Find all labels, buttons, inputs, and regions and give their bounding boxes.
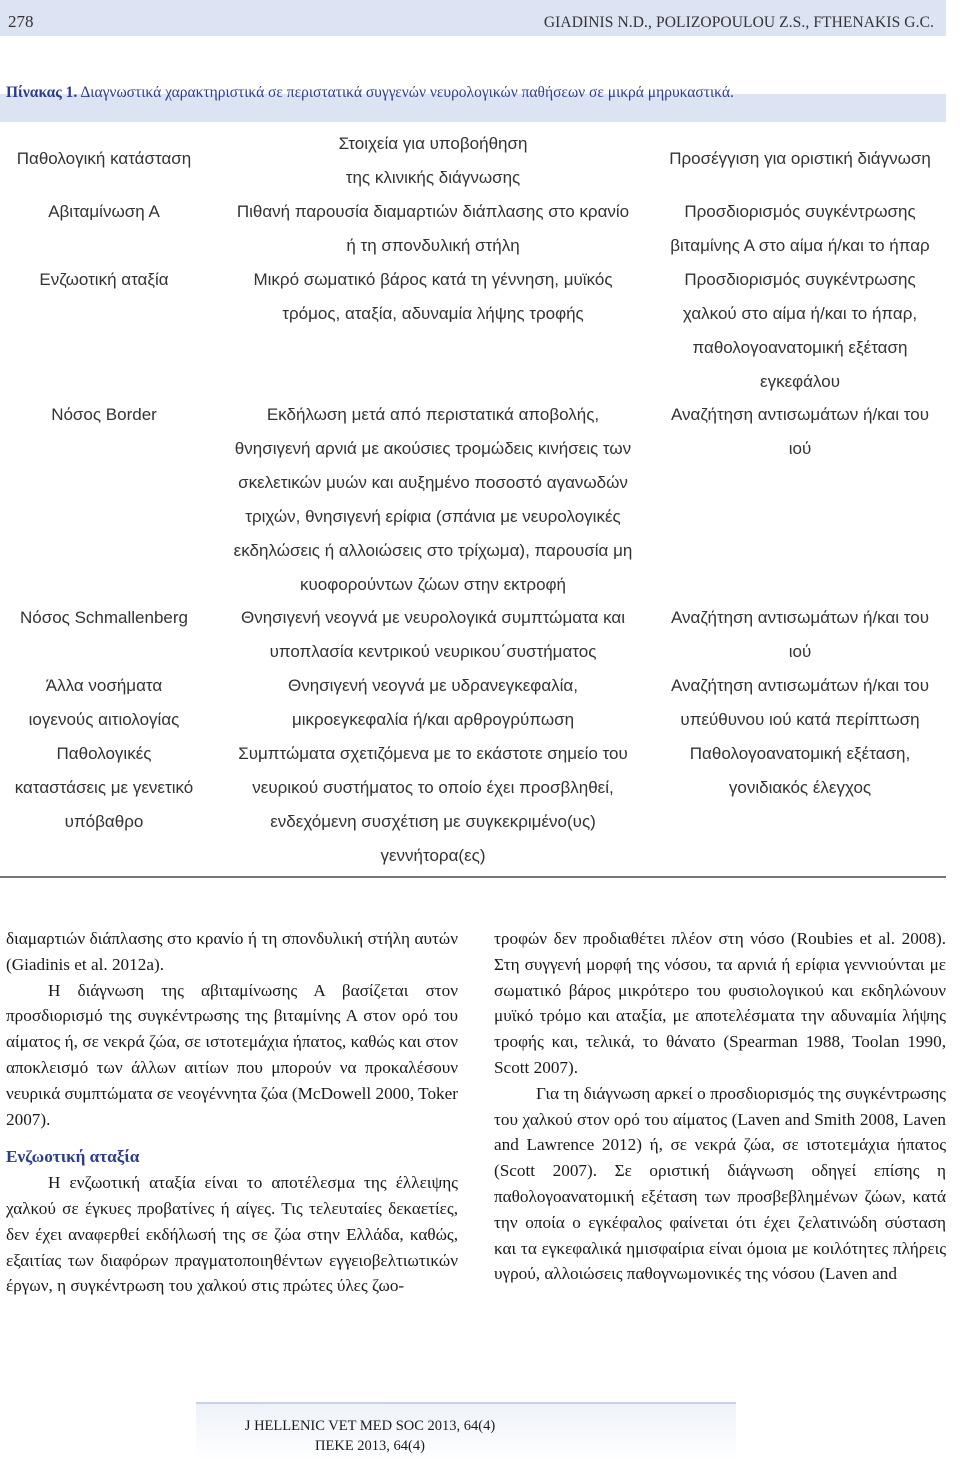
row-definitive-diagnosis: Προσδιορισμός συγκέντρωσης βιταμίνης Α στο αίμα ή/και το ήπαρ — [670, 202, 930, 255]
body-paragraph: Η διάγνωση της αβιταμίνωσης Α βασίζεται στον προσδιορισμό της συγκέντρωσης της βιταμίνης Α στον ορό του αίματος ή, σε νεκρά ζώα, σε ιστοτεμάχια ήπατος, καθώς και στον αποκλεισμό των άλλων αιτίων που μπορούν να προκαλέσουν νευρικά συμπτώματα σε νεογέννητα ζώα (McDowell 2000, Toker 2007). — [6, 980, 458, 1129]
row-condition: Ενζωοτική αταξία — [39, 270, 169, 289]
header-definitive-diagnosis: Προσέγγιση για οριστική διάγνωση — [669, 149, 931, 168]
body-paragraph: Για τη διάγνωση αρκεί ο προσδιορισμός της συγκέντρωσης του χαλκού στον ορό του αίματος (Laven and Smith 2008, Laven and Lawrence 2012) ή, σε νεκρά ζώα, σε ιστοτεμάχια ήπατος (Scott 2007). Σε οριστική διάγνωση οδηγεί επίσης η παθολογοανατομική εξέταση των προσβεβλημένων ζώων, κατά την οποία ο εγκέφαλος φαίνεται ότι έχει ζελατινώδη σύσταση και τα εγκεφαλικά ημισφαίρια είναι όμοια με κοιλότητες πλήρεις υγρού, αλλοιώσεις παθογνωμονικές της νόσου (Laven and — [494, 1083, 946, 1284]
row-condition: Νόσος Border — [51, 405, 157, 424]
header-clinical-clues: Στοιχεία για υποβοήθηση της κλινικής διάγνωσης — [338, 134, 528, 187]
table-bottom-rule — [0, 876, 946, 878]
footer-journal-en: J HELLENIC VET MED SOC 2013, 64(4) — [244, 1418, 496, 1434]
row-condition: Νόσος Schmallenberg — [20, 608, 188, 627]
row-clinical-clues: Συμπτώματα σχετιζόμενα με το εκάστοτε σημείο του νευρικού συστήματος το οποίο έχει προσβληθεί, ενδεχόμενη συσχέτιση με συγκεκριμένο(υς) γεννήτορα(ες) — [238, 744, 628, 865]
row-clinical-clues: Θνησιγενή νεογνά με υδρανεγκεφαλία, μικροεγκεφαλία ή/και αρθρογρύπωση — [288, 676, 578, 729]
body-paragraph: διαμαρτιών διάπλασης στο κρανίο ή τη σπονδυλική στήλη αυτών (Giadinis et al. 2012a). — [6, 929, 458, 974]
row-clinical-clues: Μικρό σωματικό βάρος κατά τη γέννηση, μυϊκός τρόμος, αταξία, αδυναμία λήψης τροφής — [253, 270, 613, 323]
body-column-right — [494, 926, 946, 1287]
row-condition: Παθολογικές καταστάσεις με γενετικό υπόβαθρο — [14, 744, 194, 831]
body-column-left — [6, 926, 458, 1299]
row-clinical-clues: Εκδήλωση μετά από περιστατικά αποβολής, θνησιγενή αρνιά με ακούσιες τρομώδεις κινήσεις των σκελετικών μυών και αυξημένο ποσοστό αγανωδών τριχών, θνησιγενή ερίφια (σπάνια με νευρολογικές εκδηλώσεις ή αλλοιώσεις στο τρίχωμα), παρουσία μη κυοφορούντων ζώων στην εκτροφή — [233, 405, 633, 594]
row-definitive-diagnosis: Αναζήτηση αντισωμάτων ή/και του ιού — [670, 405, 930, 458]
running-header — [0, 0, 946, 36]
table-caption-label: Πίνακας 1. — [6, 84, 78, 101]
author-running-head: GIADINIS N.D., POLIZOPOULOU Z.S., FTHENAKIS G.C. — [543, 14, 934, 31]
row-definitive-diagnosis: Προσδιορισμός συγκέντρωσης χαλκού στο αίμα ή/και το ήπαρ, παθολογοανατομική εξέταση εγκεφάλου — [682, 270, 918, 391]
row-condition: Άλλα νοσήματα ιογενούς αιτιολογίας — [28, 676, 180, 729]
row-clinical-clues: Θνησιγενή νεογνά με νευρολογικά συμπτώματα και υποπλασία κεντρικού νευρικου΄συστήματος — [241, 608, 625, 661]
row-definitive-diagnosis: Παθολογοανατομική εξέταση, γονιδιακός έλεγχος — [689, 744, 911, 797]
row-clinical-clues: Πιθανή παρουσία διαμαρτιών διάπλασης στο κρανίο ή τη σπονδυλική στήλη — [236, 202, 630, 255]
body-paragraph: τροφών δεν προδιαθέτει πλέον στη νόσο (Roubies et al. 2008). Στη συγγενή μορφή της νόσου, τα αρνιά ή ερίφια γεννιούνται με σωματικό βάρος μικρότερο του φυσιολογικού και εκδηλώνουν μυϊκό τρόμο και αταξία, με αποτελέσματα την αδυναμία λήψης τροφής και, τελικά, το θάνατο (Spearman 1988, Toolan 1990, Scott 2007). — [494, 929, 946, 1077]
table-caption-text: Διαγνωστικά χαρακτηριστικά σε περιστατικά συγγενών νευρολογικών παθήσεων σε μικρά μηρυκαστικά. — [80, 84, 734, 101]
row-definitive-diagnosis: Αναζήτηση αντισωμάτων ή/και του υπεύθυνου ιού κατά περίπτωση — [670, 676, 930, 729]
footer-journal-gr: ΠΕΚΕ 2013, 64(4) — [315, 1438, 425, 1454]
table-caption — [6, 84, 946, 102]
header-condition: Παθολογική κατάσταση — [16, 149, 192, 168]
page-number: 278 — [8, 12, 34, 31]
row-condition: Αβιταμίνωση Α — [48, 202, 160, 221]
section-heading: Ενζωοτική αταξία — [6, 1147, 140, 1167]
body-paragraph: Η ενζωοτική αταξία είναι το αποτέλεσμα της έλλειψης χαλκού σε έγκυες προβατίνες ή αίγες. Τις τελευταίες δεκαετίες, δεν έχει αναφερθεί εκδήλωσή της σε ζώα στην Ελλάδα, καθώς, εξαιτίας των διαφόρων πραγματοποιηθέντων εγγειοβελτιωτικών έργων, η συγκέντρωση του χαλκού στις πρώτες ύλες ζωο- — [6, 1173, 458, 1296]
row-definitive-diagnosis: Αναζήτηση αντισωμάτων ή/και του ιού — [670, 608, 930, 661]
